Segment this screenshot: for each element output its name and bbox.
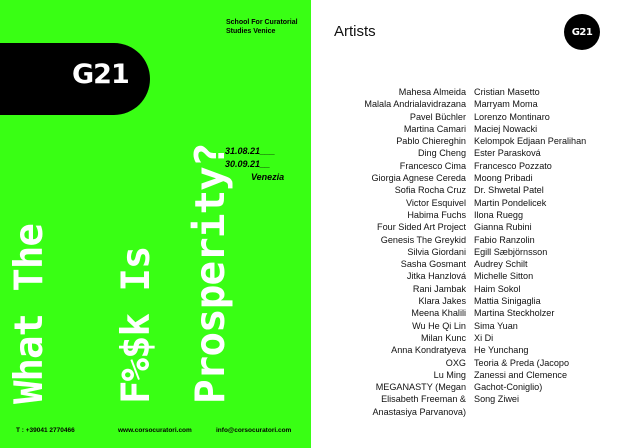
artist-name: Mattia Sinigaglia [474, 296, 541, 307]
artist-name: Teoria & Preda (Jacopo [474, 357, 570, 368]
artist-name: Lorenzo Montinaro [474, 111, 550, 122]
artist-name: Martina Camari [403, 123, 466, 134]
artist-name: Audrey Schilt [474, 259, 528, 270]
artists-sheet [320, 0, 621, 448]
artist-name: Sasha Gosmant [400, 259, 466, 270]
artists-column-left [364, 86, 466, 418]
poster-title-line-2: F%$k Is [114, 246, 159, 404]
artist-name: Anna Kondratyeva [391, 345, 466, 356]
artist-name: Fabio Ranzolin [474, 234, 535, 245]
artist-name: Gianna Rubini [474, 222, 532, 233]
g21-circle-logo: G21 [564, 14, 600, 50]
artist-name: Mahesa Almeida [398, 87, 466, 97]
artist-name: Sima Yuan [474, 320, 518, 331]
artist-name: Silvia Giordani [407, 246, 466, 257]
artist-name: Francesco Pozzato [474, 160, 552, 171]
artist-name: Rani Jambak [412, 283, 466, 294]
artist-name: Four Sided Art Project [377, 222, 466, 233]
artist-name: Habima Fuchs [407, 209, 466, 220]
artist-name: Wu He Qi Lin [412, 320, 466, 331]
artists-heading: Artists [334, 23, 376, 40]
city-name: Venezia [251, 172, 285, 182]
phone-number: T : +39041 2770466 [16, 427, 75, 434]
artist-name: He Yunchang [474, 345, 529, 356]
poster-title-line-1: What The [7, 224, 52, 404]
exhibition-dates: 31.08.21___ 30.09.21__ Venezia [225, 146, 285, 182]
artist-name: Genesis The Greykid [380, 234, 466, 245]
artist-name: Dr. Shwetal Patel [474, 185, 544, 196]
artist-name: Song Ziwei [474, 394, 519, 405]
artist-name: Klara Jakes [418, 296, 466, 307]
artist-name: MEGANASTY (Megan [375, 382, 466, 393]
date-start: 31.08.21 [225, 146, 261, 156]
artist-name: Victor Esquivel [406, 197, 466, 208]
artist-name: Moong Pribadi [474, 173, 533, 184]
artist-name: Martina Steckholzer [474, 308, 555, 319]
artist-name: Michelle Sitton [474, 271, 534, 282]
artist-name: Meena Khalili [411, 308, 466, 319]
artist-name: Jitka Hanzlová [406, 271, 466, 282]
artist-name: Ding Cheng [417, 148, 466, 159]
artist-name: Egill Sæbjörnsson [474, 246, 548, 257]
artist-name: Ester Parasková [474, 148, 541, 159]
poster-title-line-3: Prosperity? [186, 143, 234, 404]
artist-name: Malala Andrialavidrazana [364, 99, 466, 110]
date-end: 30.09.21 [225, 159, 261, 169]
artist-name: Francesco Cima [399, 160, 466, 171]
email-link[interactable]: info@corsocuratori.com [216, 427, 292, 434]
artist-name: Giorgia Agnese Cereda [371, 173, 466, 184]
artist-name: Milan Kunc [421, 332, 466, 343]
artist-name: Sofia Rocha Cruz [394, 185, 466, 196]
artist-name: Gachot-Coniglio) [474, 382, 543, 393]
g21-logo: G21 [72, 59, 129, 90]
artist-name: Marryam Moma [474, 99, 538, 110]
artist-name: Anastasiya Parvanova) [372, 406, 466, 417]
artist-name: Haim Sokol [474, 283, 521, 294]
artist-name: Zanessi and Clemence [474, 369, 568, 380]
artist-name: Elisabeth Freeman & [381, 394, 466, 405]
artist-name: Xi Di [474, 332, 494, 343]
artist-name: OXG [445, 357, 466, 368]
website-link[interactable]: www.corsocuratori.com [118, 427, 192, 434]
artist-name: Martin Pondelicek [474, 197, 547, 208]
artist-name: Kelompok Edjaan Peralihan [474, 136, 587, 147]
artists-column-right [474, 86, 586, 406]
artist-name: Ilona Ruegg [474, 209, 524, 220]
artist-name: Pavel Büchler [409, 111, 466, 122]
artist-name: Maciej Nowacki [474, 123, 538, 134]
artist-name: Lu Ming [433, 369, 466, 380]
artist-name: Pablo Chiereghin [396, 136, 466, 147]
school-name: School For Curatorial Studies Venice [226, 19, 298, 35]
artist-name: Cristian Masetto [474, 87, 540, 97]
